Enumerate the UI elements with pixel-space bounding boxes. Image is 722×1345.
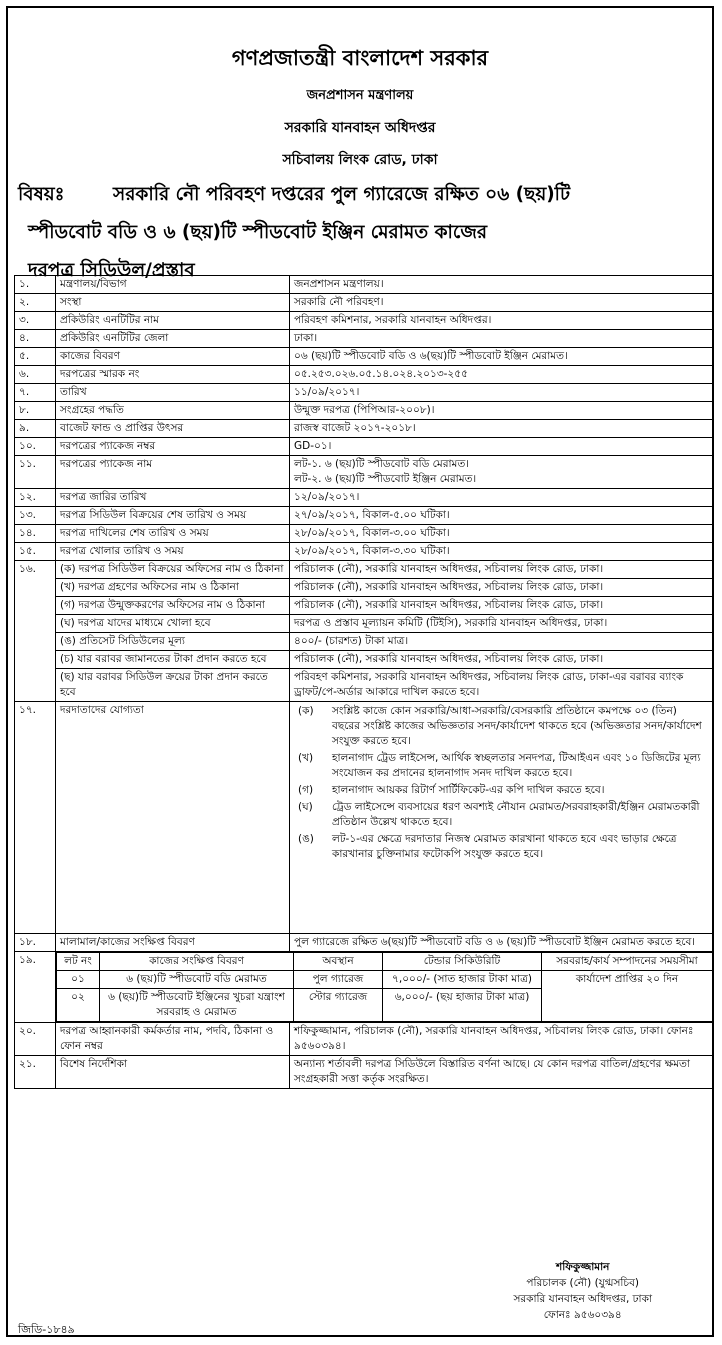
signature-block: [513, 1259, 652, 1323]
row-label: সংস্থা: [56, 294, 290, 312]
row-value: পরিচালক (নৌ), সরকারি যানবাহন অধিদপ্তর, সচিবালয় লিংক রোড, ঢাকা।: [290, 651, 714, 669]
item-text: লট-১-এর ক্ষেত্রে দরদাতার নিজস্ব মেরামত কারখানা থাকতে হবে এবং ভাড়ার ক্ষেত্রে কারখানার চুক্তিনামার ফটোকপি সংযুক্ত করতে হবে।: [332, 833, 677, 860]
item-text: হালনাগাদ ট্রেড লাইসেন্স, আর্থিক স্বচ্ছলতার সনদপত্র, টিআইএন এবং ১০ ডিজিটের মূল্য সংযোজন কর প্রদানের হালনাগাদ সনদ দাখিল করতে হবে।: [332, 752, 701, 779]
table-row: [15, 276, 714, 294]
row-label: দরপত্র দাখিলের শেষ তারিখ ও সময়: [56, 525, 290, 543]
table-row: [15, 1023, 714, 1056]
row-number: ১৪.: [15, 525, 56, 543]
table-row: [15, 702, 714, 934]
table-row: [15, 366, 714, 384]
row-value: [290, 456, 714, 489]
table-row: [15, 952, 714, 1023]
row-label: দরপত্র আহ্বানকারী কর্মকর্তার নাম, পদবি, ঠিকানা ও ফোন নম্বর: [56, 1023, 290, 1056]
row-value: পরিচালক (নৌ), সরকারি যানবাহন অধিদপ্তর, সচিবালয় লিংক রোড, ঢাকা।: [290, 597, 714, 615]
list-item: [294, 703, 709, 750]
lot-description: ৬ (ছয়)টি স্পীডবোট ইঞ্জিনের খুচরা যন্ত্রাংশ সরবরাহ ও মেরামত: [100, 989, 294, 1022]
row-value: ০৫.২৫৩.০২৬.০৫.১৪.০২৪.২০১৩-২৫৫: [290, 366, 714, 384]
row-value: ২৮/০৯/২০১৭, বিকাল-৩.০০ ঘটিকা।: [290, 525, 714, 543]
lot-table-cell: [56, 952, 714, 1023]
col-header: কাজের সংক্ষিপ্ত বিবরণ: [100, 953, 294, 971]
signatory-name: শফিকুজ্জামান: [556, 1261, 610, 1273]
qualification-list: [290, 702, 714, 934]
table-row: [15, 579, 714, 597]
row-number: ১২.: [15, 489, 56, 507]
row-label: (গ) দরপত্র উন্মুক্তকরণের অফিসের নাম ও ঠিকানা: [56, 597, 290, 615]
row-label: দরপত্রের প্যাকেজ নাম: [56, 456, 290, 489]
table-row: [15, 402, 714, 420]
row-value: পরিচালক (নৌ), সরকারি যানবাহন অধিদপ্তর, সচিবালয় লিংক রোড, ঢাকা।: [290, 579, 714, 597]
table-row: [15, 348, 714, 366]
row-number: ১৮.: [15, 934, 56, 952]
row-number: ২০.: [15, 1023, 56, 1056]
table-row: [15, 597, 714, 615]
item-text: হালনাগাদ আয়কর রিটার্ণ সার্টিফিকেট-এর কপি দাখিল করতে হবে।: [332, 784, 605, 796]
row-value: ২৭/০৯/২০১৭, বিকাল-৫.০০ ঘটিকা।: [290, 507, 714, 525]
row-value: ২৮/০৯/২০১৭, বিকাল-৩.৩০ ঘটিকা।: [290, 543, 714, 561]
table-row: [15, 330, 714, 348]
col-header: টেন্ডার সিকিউরিটি: [383, 953, 542, 971]
row-value: পরিবহণ কমিশনার, সরকারি যানবাহন অধিদপ্তর, সচিবালয় লিংক রোড, ঢাকা-এর বরাবর ব্যাংক ড্রাফট/পে-অর্ডার আকারে দাখিল করতে হবে।: [290, 669, 714, 702]
row-label: (ছ) যার বরাবর সিডিউল ক্রয়ের টাকা প্রদান করতে হবে: [56, 669, 290, 702]
row-number: ১৬.: [15, 561, 56, 702]
tender-table: [14, 275, 714, 1089]
row-value: শফিকুজ্জামান, পরিচালক (নৌ), সরকারি যানবাহন অধিদপ্তর, সচিবালয় লিংক রোড, ঢাকা। ফোনঃ ৯৫৬০৩৯৪।: [290, 1023, 714, 1056]
row-label: কাজের বিবরণ: [56, 348, 290, 366]
table-row: [15, 633, 714, 651]
lot-location: স্টোর গ্যারেজ: [294, 989, 383, 1022]
department-name: সরকারি যানবাহন অধিদপ্তর: [284, 120, 436, 136]
signatory-designation: পরিচালক (নৌ) (যুগ্মসচিব): [526, 1277, 640, 1289]
row-label: প্রকিউরিং এনটিটির জেলা: [56, 330, 290, 348]
col-header: লট নং: [57, 953, 100, 971]
row-label: বিশেষ নির্দেশিকা: [56, 1056, 290, 1089]
table-row: [15, 561, 714, 579]
lot-security: ৭,০০০/- (সাত হাজার টাকা মাত্র): [383, 971, 542, 989]
row-number: ২১.: [15, 1056, 56, 1089]
row-label: দরপত্র জারির তারিখ: [56, 489, 290, 507]
list-item: [294, 750, 709, 782]
lot-number: ০২: [57, 989, 100, 1022]
row-value: GD-০১।: [290, 438, 714, 456]
row-label: (ঘ) দরপত্র যাদের মাধ্যমে খোলা হবে: [56, 615, 290, 633]
row-number: ৫.: [15, 348, 56, 366]
table-row: [15, 438, 714, 456]
document-page: [6, 6, 714, 1337]
subject-line-2: স্পীডবোট বডি ও ৬ (ছয়)টি স্পীডবোট ইঞ্জিন মেরামত কাজের: [28, 222, 488, 243]
office-address: সচিবালয় লিংক রোড, ঢাকা: [282, 152, 438, 168]
item-text: ট্রেড লাইসেন্সে ব্যবসায়ের ধরণ অবশ্যই নৌযান মেরামত/সরবরাহকারী/ইঞ্জিন মেরামতকারী প্রতিষ্ঠান উল্লেখ থাকতে হবে।: [332, 801, 700, 828]
lot-1-name: লট-১. ৬ (ছয়)টি স্পীডবোট বডি মেরামত।: [294, 458, 470, 470]
row-value: উন্মুক্ত দরপত্র (পিপিআর-২০০৮)।: [290, 402, 714, 420]
row-value: ঢাকা।: [290, 330, 714, 348]
row-number: ১৩.: [15, 507, 56, 525]
row-label: তারিখ: [56, 384, 290, 402]
row-label: (চ) যার বরাবর জামানতের টাকা প্রদান করতে হবে: [56, 651, 290, 669]
row-value: পুল গ্যারেজে রক্ষিত ৬(ছয়)টি স্পীডবোট বডি ও ৬ (ছয়)টি স্পীডবোট ইঞ্জিন মেরামত করতে হবে।: [290, 934, 714, 952]
table-row: [15, 525, 714, 543]
row-number: ৩.: [15, 312, 56, 330]
row-number: ১৫.: [15, 543, 56, 561]
row-number: ১৯.: [15, 952, 56, 1023]
row-label: (খ) দরপত্র গ্রহণের অফিসের নাম ও ঠিকানা: [56, 579, 290, 597]
row-number: ৮.: [15, 402, 56, 420]
item-marker: (গ): [298, 784, 314, 796]
ministry-name: জনপ্রশাসন মন্ত্রণালয়: [306, 88, 414, 103]
item-marker: (ক): [298, 705, 314, 717]
row-number: ৬.: [15, 366, 56, 384]
row-label: দরপত্র খোলার তারিখ ও সময়: [56, 543, 290, 561]
row-value: অন্যান্য শর্তাবলী দরপত্র সিডিউলে বিস্তারিত বর্ণনা আছে। যে কোন দরপত্র বাতিল/গ্রহণের ক্ষমতা সংগ্রহকারী সত্তা কর্তৃক সংরক্ষিত।: [290, 1056, 714, 1089]
signatory-phone: ফোনঃ ৯৫৬০৩৯৪: [543, 1309, 622, 1321]
table-row: [15, 669, 714, 702]
lot-number: ০১: [57, 971, 100, 989]
lot-2-name: লট-২. ৬ (ছয়)টি স্পীডবোট ইঞ্জিন মেরামত।: [294, 473, 477, 485]
item-marker: (খ): [298, 752, 314, 764]
government-title: গণপ্রজাতন্ত্রী বাংলাদেশ সরকার: [231, 46, 489, 70]
row-label: দরদাতাদের যোগ্যতা: [56, 702, 290, 934]
signatory-office: সরকারি যানবাহন অধিদপ্তর, ঢাকা: [513, 1293, 652, 1305]
table-row: [15, 507, 714, 525]
subject-label: বিষয়ঃ: [18, 184, 65, 205]
table-row: [15, 384, 714, 402]
item-marker: (ঙ): [298, 833, 314, 845]
subject-line-3: দরপত্র সিডিউল/প্রস্তাব: [28, 260, 195, 281]
row-number: ৯.: [15, 420, 56, 438]
row-number: ৪.: [15, 330, 56, 348]
table-row: [15, 934, 714, 952]
col-header: অবস্থান: [294, 953, 383, 971]
list-item: [294, 782, 709, 799]
table-row: [15, 294, 714, 312]
row-value: ১২/০৯/২০১৭।: [290, 489, 714, 507]
row-number: ১১.: [15, 456, 56, 489]
row-value: জনপ্রশাসন মন্ত্রণালয়।: [290, 276, 714, 294]
lot-security: ৬,০০০/- (ছয় হাজার টাকা মাত্র): [383, 989, 542, 1022]
row-label: দরপত্র সিডিউল বিক্রয়ের শেষ তারিখ ও সময়: [56, 507, 290, 525]
table-row: [15, 420, 714, 438]
list-item: [294, 831, 709, 863]
row-value: রাজস্ব বাজেট ২০১৭-২০১৮।: [290, 420, 714, 438]
subject-line-1: সরকারি নৌ পরিবহণ দপ্তরের পুল গ্যারেজে রক্ষিত ০৬ (ছয়)টি: [113, 184, 571, 205]
footer-code: জিডি-১৮৪৯: [18, 1323, 75, 1336]
row-label: (ক) দরপত্র সিডিউল বিক্রয়ের অফিসের নাম ও ঠিকানা: [56, 561, 290, 579]
row-value: ৪০০/- (চারশত) টাকা মাত্র।: [290, 633, 714, 651]
item-marker: (ঘ): [298, 801, 313, 813]
row-label: মন্ত্রণালয়/বিভাগ: [56, 276, 290, 294]
row-label: বাজেট ফান্ড ও প্রাপ্তির উৎসর: [56, 420, 290, 438]
table-row: [15, 312, 714, 330]
row-label: প্রকিউরিং এনটিটির নাম: [56, 312, 290, 330]
row-label: সংগ্রহের পদ্ধতি: [56, 402, 290, 420]
lot-table: [56, 952, 713, 1022]
col-header: সরবরাহ/কার্য সম্পাদনের সময়সীমা: [542, 953, 713, 971]
row-value: পরিচালক (নৌ), সরকারি যানবাহন অধিদপ্তর, সচিবালয় লিংক রোড, ঢাকা।: [290, 561, 714, 579]
row-label: (ঙ) প্রতিসেট সিডিউলের মূল্য: [56, 633, 290, 651]
row-value: সরকারি নৌ পরিবহণ।: [290, 294, 714, 312]
table-row: [15, 489, 714, 507]
table-row: [15, 543, 714, 561]
completion-time: কার্যাদেশ প্রাপ্তির ২০ দিন: [542, 971, 713, 1022]
table-row: [15, 456, 714, 489]
row-value: ১১/০৯/২০১৭।: [290, 384, 714, 402]
row-value: পরিবহণ কমিশনার, সরকারি যানবাহন অধিদপ্তর।: [290, 312, 714, 330]
row-number: ৭.: [15, 384, 56, 402]
row-number: ২.: [15, 294, 56, 312]
row-number: ১০.: [15, 438, 56, 456]
row-label: দরপত্রের স্মারক নং: [56, 366, 290, 384]
list-item: [294, 799, 709, 831]
table-row: [15, 651, 714, 669]
row-number: ১.: [15, 276, 56, 294]
table-row: [15, 615, 714, 633]
row-label: মালামাল/কাজের সংক্ষিপ্ত বিবরণ: [56, 934, 290, 952]
item-text: সংশ্লিষ্ট কাজে কোন সরকারি/আধা-সরকারি/বেসরকারি প্রতিষ্ঠানে কমপক্ষে ০৩ (তিন) বছরের সংশ্লিষ্ট কাজের অভিজ্ঞতার সনদ/কার্যাদেশ থাকতে হবে (অভিজ্ঞতার সনদ/কার্যাদেশ সংযুক্ত করতে হবে।: [332, 705, 702, 747]
lot-description: ৬ (ছয়)টি স্পীডবোট বডি মেরামত: [100, 971, 294, 989]
table-row: [15, 1056, 714, 1089]
row-value: দরপত্র ও প্রস্তাব মূল্যায়ন কমিটি (টিইসি), সরকারি যানবাহন অধিদপ্তর, ঢাকা।: [290, 615, 714, 633]
lot-location: পুল গ্যারেজ: [294, 971, 383, 989]
row-label: দরপত্রের প্যাকেজ নম্বর: [56, 438, 290, 456]
row-number: ১৭.: [15, 702, 56, 934]
row-value: ০৬ (ছয়)টি স্পীডবোট বডি ও ৬(ছয়)টি স্পীডবোট ইঞ্জিন মেরামত।: [290, 348, 714, 366]
